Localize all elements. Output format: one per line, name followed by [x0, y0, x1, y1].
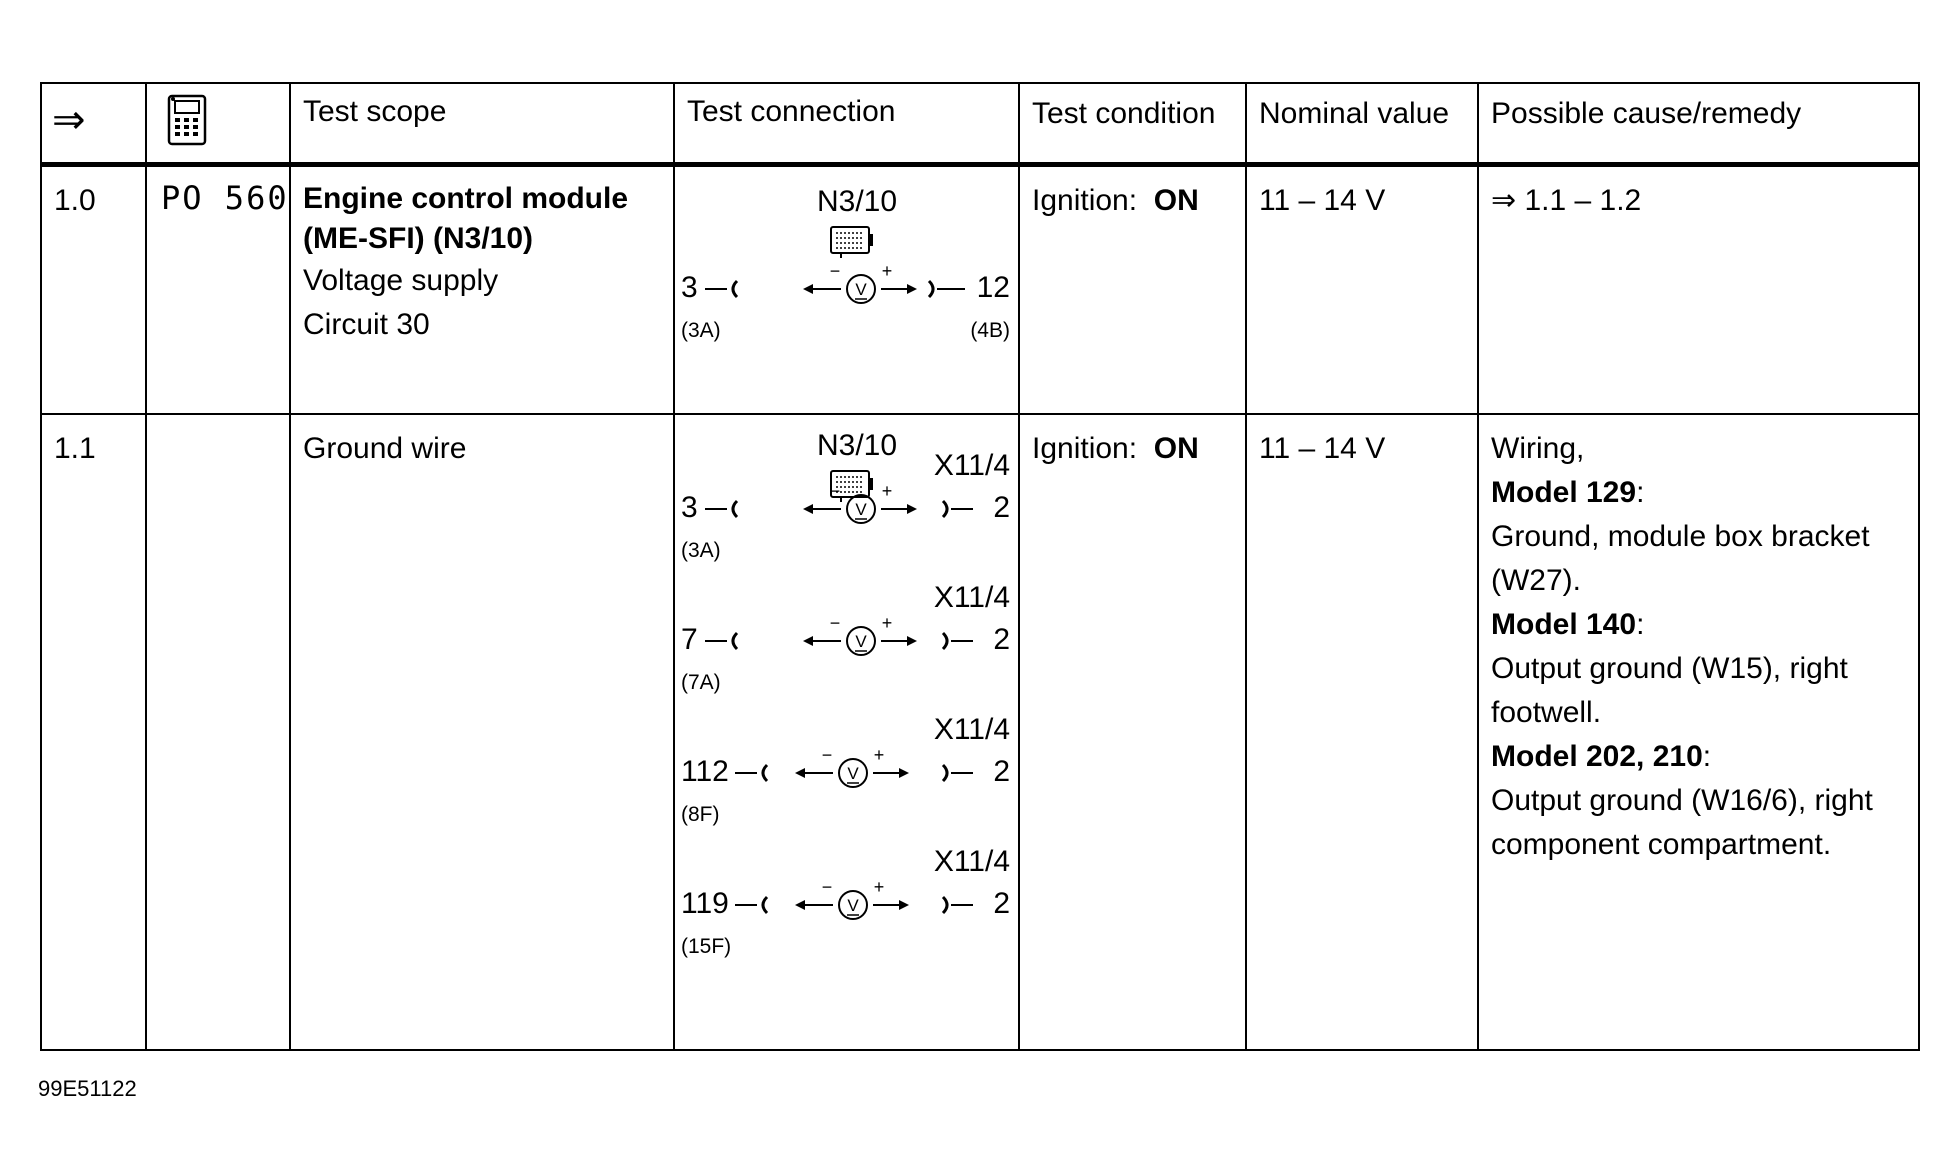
svg-text:−: −	[821, 745, 833, 765]
probe-left-icon	[703, 629, 745, 653]
test-connection-diagram	[675, 415, 1018, 1035]
test-condition-cell	[1020, 167, 1245, 223]
svg-text:V: V	[855, 280, 867, 299]
pin-right: 2	[993, 491, 1010, 524]
svg-text:−: −	[829, 261, 841, 281]
remedy-line: Output ground (W15), right	[1491, 652, 1848, 685]
ground-point-label: X11/4	[933, 845, 1010, 878]
test-connection-diagram	[675, 167, 1018, 387]
fault-code: PO 560	[161, 179, 289, 217]
scope-line: Ground wire	[303, 432, 467, 465]
remedy-line: (W27).	[1491, 564, 1581, 597]
voltmeter-icon	[801, 259, 921, 307]
svg-text:−: −	[829, 481, 841, 501]
scope-title: Engine control module (ME-SFI) (N3/10)	[303, 182, 629, 255]
header-test-scope: Test scope	[303, 95, 447, 128]
double-right-arrow-icon: ⇒	[52, 98, 86, 142]
pin-left: 7	[681, 623, 698, 656]
condition-label: Ignition:	[1032, 432, 1138, 465]
remedy: ⇒ 1.1 – 1.2	[1491, 184, 1642, 217]
nominal-value: 11 – 14 V	[1259, 184, 1386, 217]
pin-right: 2	[993, 755, 1010, 788]
probe-right-icon	[937, 893, 977, 917]
voltmeter-icon	[793, 743, 913, 796]
header-nominal-value: Nominal value	[1259, 97, 1450, 130]
svg-text:−: −	[821, 877, 833, 897]
header-arrow-cell	[42, 84, 146, 165]
pin-left: 119	[681, 887, 729, 920]
svg-text:V: V	[855, 632, 867, 651]
pin-left: 3	[681, 271, 698, 304]
ground-point-label: X11/4	[933, 713, 1010, 746]
probe-right-icon	[923, 277, 967, 301]
svg-text:+: +	[873, 877, 885, 897]
pin-left-sub: (8F)	[681, 803, 720, 826]
pin-left-sub: (7A)	[681, 671, 721, 694]
svg-text:+: +	[881, 613, 893, 633]
remedy-line: Model 129:	[1491, 476, 1645, 509]
svg-text:+: +	[873, 745, 885, 765]
test-condition-cell	[1020, 415, 1245, 471]
condition-value: ON	[1153, 184, 1199, 217]
pin-left-sub: (15F)	[681, 935, 732, 958]
document-id: 99E51122	[38, 1076, 137, 1101]
pin-left: 3	[681, 491, 698, 524]
pin-left-sub: (3A)	[681, 319, 721, 342]
remedy-line: footwell.	[1491, 696, 1602, 729]
table-row	[42, 165, 1918, 415]
svg-text:+: +	[881, 261, 893, 281]
pin-left-sub: (3A)	[681, 539, 721, 562]
module-label: N3/10	[817, 429, 898, 462]
test-scope-cell	[291, 167, 673, 347]
pin-right: 12	[976, 271, 1010, 304]
ground-test	[675, 713, 1018, 845]
table-row	[42, 414, 1918, 1049]
scope-line: Voltage supply	[303, 264, 499, 297]
probe-right-icon	[937, 761, 977, 785]
step-number: 1.1	[54, 432, 96, 465]
ground-point-label: X11/4	[933, 449, 1010, 482]
module-label: N3/10	[817, 185, 898, 218]
condition-label: Ignition:	[1032, 184, 1138, 217]
remedy-line: Model 140:	[1491, 608, 1645, 641]
remedy-line: component compartment.	[1491, 828, 1832, 861]
pin-right: 2	[993, 887, 1010, 920]
svg-text:−: −	[829, 613, 841, 633]
header-possible-cause: Possible cause/remedy	[1491, 97, 1802, 130]
voltmeter-icon	[793, 875, 913, 928]
step-number: 1.0	[54, 184, 96, 217]
scope-line: Circuit 30	[303, 308, 430, 341]
probe-left-icon	[703, 277, 745, 301]
pin-left: 112	[681, 755, 729, 788]
header-test-connection: Test connection	[687, 95, 896, 128]
header-row	[42, 84, 1918, 165]
nominal-value: 11 – 14 V	[1259, 432, 1386, 465]
fault-code	[147, 415, 289, 427]
pin-right-sub: (4B)	[970, 319, 1010, 342]
voltmeter-icon	[801, 611, 921, 664]
header-tester-cell	[146, 84, 290, 165]
remedy-line: Wiring,	[1491, 432, 1585, 465]
remedy-line: Model 202, 210:	[1491, 740, 1712, 773]
probe-right-icon	[937, 497, 977, 521]
test-grid	[42, 84, 1918, 1049]
probe-left-icon	[733, 761, 775, 785]
probe-left-icon	[703, 497, 745, 521]
ground-point-label: X11/4	[933, 581, 1010, 614]
ground-test	[675, 581, 1018, 713]
pin-right: 2	[993, 623, 1010, 656]
svg-text:+: +	[881, 481, 893, 501]
probe-left-icon	[733, 893, 775, 917]
remedy-list	[1479, 415, 1918, 867]
remedy-line: Ground, module box bracket	[1491, 520, 1870, 553]
probe-right-icon	[937, 629, 977, 653]
ground-test	[675, 449, 1018, 581]
svg-text:V: V	[855, 500, 867, 519]
connector-icon	[829, 225, 875, 259]
diagnostic-tester-icon	[167, 94, 207, 146]
voltmeter-icon	[801, 479, 921, 532]
condition-value: ON	[1153, 432, 1199, 465]
remedy-line: Output ground (W16/6), right	[1491, 784, 1873, 817]
svg-text:V: V	[847, 896, 859, 915]
ground-test	[675, 845, 1018, 977]
svg-text:V: V	[847, 764, 859, 783]
test-table	[40, 82, 1920, 1051]
header-test-condition: Test condition	[1032, 97, 1216, 130]
